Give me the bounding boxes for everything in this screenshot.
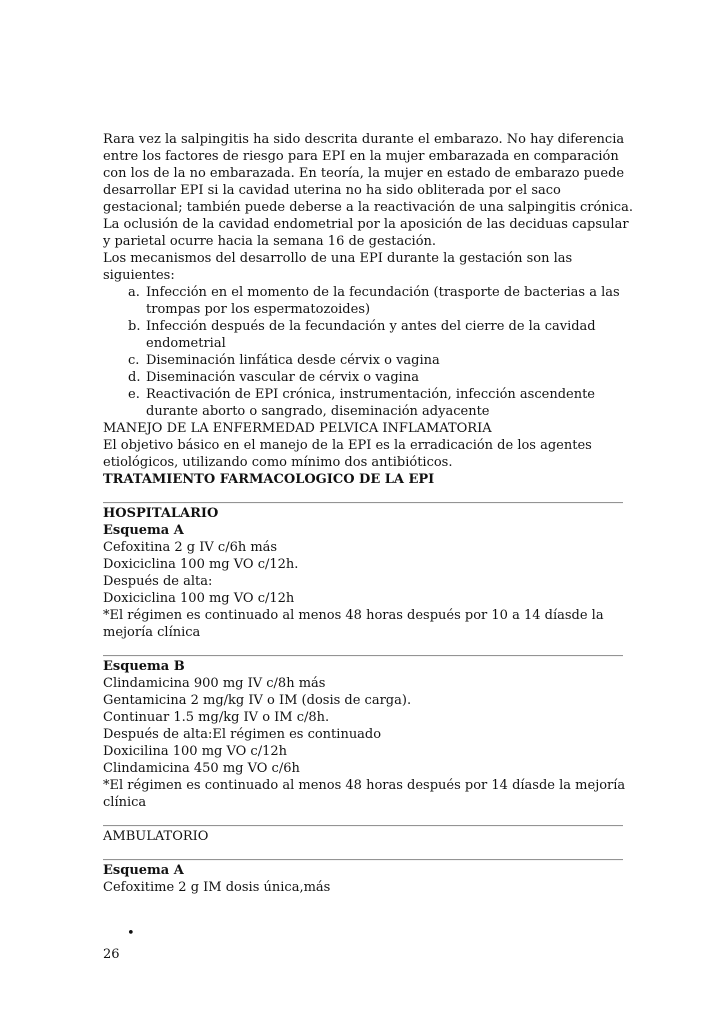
divider-line: ________________________________________________________________________________ <box>103 846 623 861</box>
regimen-line: Doxiciclina 100 mg VO c/12h <box>103 591 295 606</box>
list-item <box>103 369 633 386</box>
mechanisms-intro: Los mecanismos del desarrollo de una EPI durante la gestación son las siguientes: <box>103 251 573 283</box>
page-number: 26 <box>103 947 120 962</box>
manejo-text: El objetivo básico en el manejo de la EPI es la erradicación de los agentes etiológicos, utilizando como mínimo dos antibióticos. <box>103 438 592 470</box>
list-item <box>103 284 633 318</box>
regimen-line: Gentamicina 2 mg/kg IV o IM (dosis de carga). <box>103 693 412 708</box>
regimen-line: Clindamicina 900 mg IV c/8h más <box>103 676 326 691</box>
manejo-heading: MANEJO DE LA ENFERMEDAD PELVICA INFLAMATORIA <box>103 421 492 436</box>
regimen-line: Continuar 1.5 mg/kg IV o IM c/8h. <box>103 710 330 725</box>
esquema-b-title: Esquema B <box>103 659 185 674</box>
ambulatorio-esquema-a-title: Esquema A <box>103 863 184 878</box>
list-item <box>103 386 633 420</box>
regimen-line: Cefoxitime 2 g IM dosis única,más <box>103 880 331 895</box>
list-marker: c. <box>128 353 140 368</box>
list-item <box>103 318 633 352</box>
regimen-note: *El régimen es continuado al menos 48 horas después por 14 díasde la mejoría clínica <box>103 778 626 810</box>
list-item <box>103 352 633 369</box>
tratamiento-heading: TRATAMIENTO FARMACOLOGICO DE LA EPI <box>103 472 435 487</box>
regimen-line: Clindamicina 450 mg VO c/6h <box>103 761 300 776</box>
list-marker: d. <box>128 370 141 385</box>
divider-line: ________________________________________________________________________________ <box>103 489 623 504</box>
regimen-line: Después de alta: <box>103 574 213 589</box>
document-page <box>103 131 633 896</box>
ambulatorio-heading: AMBULATORIO <box>103 829 209 844</box>
hospitalario-heading: HOSPITALARIO <box>103 506 219 521</box>
list-item-text: Reactivación de EPI crónica, instrumentación, infección ascendente durante aborto o sangrado, diseminación adyacente <box>146 387 596 419</box>
regimen-line: Doxiciclina 100 mg VO c/12h. <box>103 557 299 572</box>
list-item-text: Infección en el momento de la fecundación (trasporte de bacterias a las trompas por los espermatozoides) <box>146 285 620 317</box>
regimen-note: *El régimen es continuado al menos 48 horas después por 10 a 14 díasde la mejoría clínica <box>103 608 604 640</box>
list-marker: b. <box>128 319 141 334</box>
list-marker: a. <box>128 285 140 300</box>
list-item-text: Diseminación vascular de cérvix o vagina <box>146 370 419 385</box>
list-marker: e. <box>128 387 140 402</box>
list-item-text: Infección después de la fecundación y antes del cierre de la cavidad endometrial <box>146 319 596 351</box>
intro-paragraph: Rara vez la salpingitis ha sido descrita durante el embarazo. No hay diferencia entre los factores de riesgo para EPI en la mujer embarazada en comparación con los de la no embarazada. En teoría, la mujer en estado de embarazo puede desarrollar EPI si la cavidad uterina no ha sido obliterada por el saco gestacional; también puede deberse a la reactivación de una salpingitis crónica. La oclusión de la cavidad endometrial por la aposición de las deciduas capsular y parietal ocurre hacia la semana 16 de gestación. <box>103 132 633 249</box>
bullet-point: • <box>127 926 135 941</box>
divider-line: ________________________________________________________________________________ <box>103 642 623 657</box>
mechanisms-list <box>103 284 633 420</box>
divider-line: ________________________________________________________________________________ <box>103 812 623 827</box>
list-item-text: Diseminación linfática desde cérvix o vagina <box>146 353 440 368</box>
esquema-a-title: Esquema A <box>103 523 184 538</box>
regimen-line: Doxicilina 100 mg VO c/12h <box>103 744 287 759</box>
regimen-line: Después de alta:El régimen es continuado <box>103 727 382 742</box>
regimen-line: Cefoxitina 2 g IV c/6h más <box>103 540 278 555</box>
